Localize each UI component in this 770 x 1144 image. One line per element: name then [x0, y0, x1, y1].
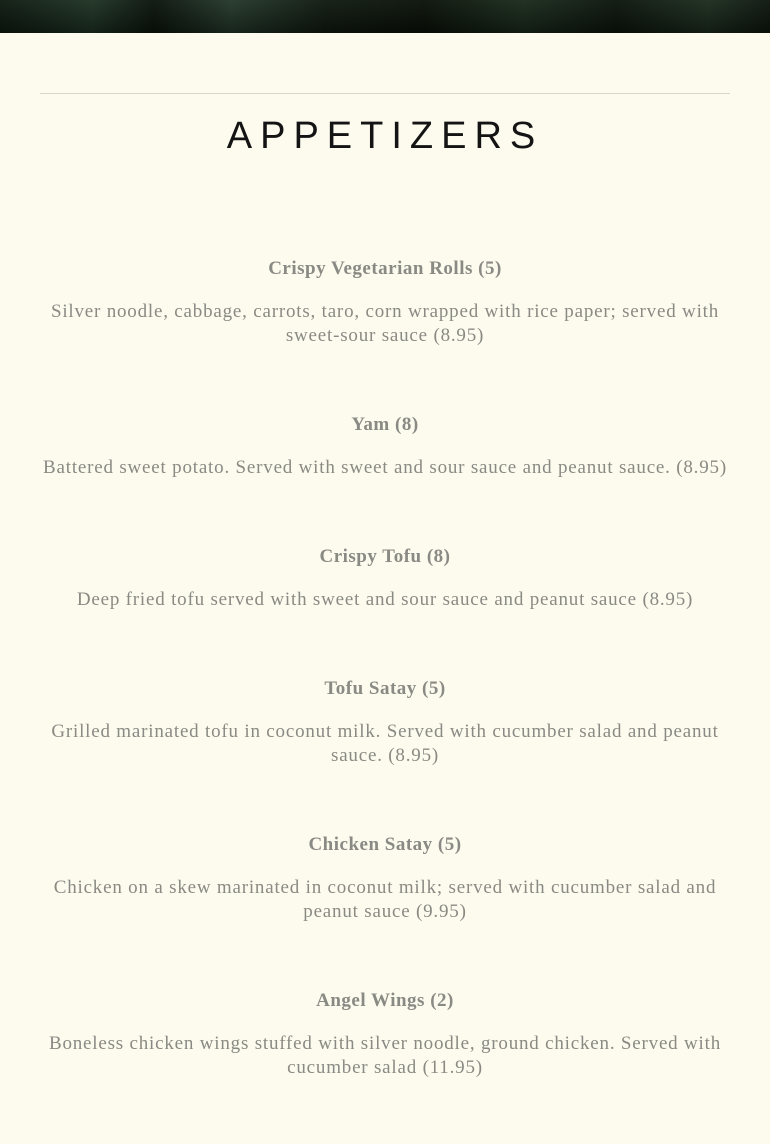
- menu-item-description: Deep fried tofu served with sweet and sour sauce and peanut sauce (8.95): [76, 589, 694, 610]
- menu-item: [38, 988, 732, 1080]
- menu-item-name: Yam (8): [351, 414, 419, 435]
- section-divider: [40, 93, 730, 94]
- menu-item: [38, 412, 732, 480]
- menu-item-name: Angel Wings (2): [316, 990, 454, 1011]
- menu-item-description: Battered sweet potato. Served with sweet and sour sauce and peanut sauce. (8.95): [43, 457, 727, 478]
- menu-item-name: Tofu Satay (5): [324, 678, 446, 699]
- menu-item-description: Boneless chicken wings stuffed with silver noodle, ground chicken. Served with cucumber salad (11.95): [48, 1033, 722, 1078]
- menu-list: [38, 256, 732, 1144]
- menu-item: [38, 832, 732, 924]
- menu-item-description: Chicken on a skew marinated in coconut milk; served with cucumber salad and peanut sauce (9.95): [53, 877, 717, 922]
- menu-item-description: Grilled marinated tofu in coconut milk. Served with cucumber salad and peanut sauce. (8.95): [51, 721, 719, 766]
- menu-item: [38, 256, 732, 348]
- menu-item-name: Chicken Satay (5): [308, 834, 462, 855]
- menu-item: [38, 676, 732, 768]
- menu-item: [38, 544, 732, 612]
- section-title: APPETIZERS: [226, 115, 544, 157]
- menu-item-name: Crispy Tofu (8): [319, 546, 451, 567]
- hero-image-strip: [0, 0, 770, 33]
- menu-item-description: Silver noodle, cabbage, carrots, taro, corn wrapped with rice paper; served with sweet-sour sauce (8.95): [50, 301, 720, 346]
- menu-item-name: Crispy Vegetarian Rolls (5): [268, 258, 502, 279]
